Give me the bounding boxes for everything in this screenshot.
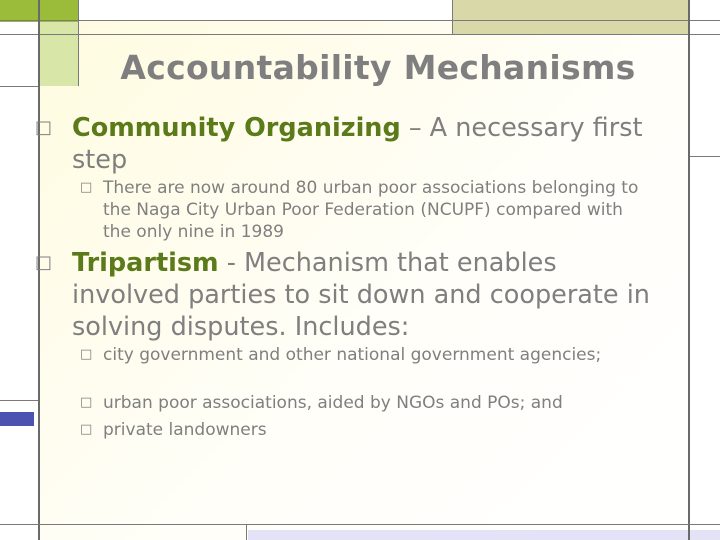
- bullet-highlight: Community Organizing: [72, 113, 401, 143]
- frame-line-right-vertical: [688, 0, 690, 540]
- bullet-marker: □: [35, 117, 53, 138]
- subbullet-text: city government and other national government agencies;: [103, 345, 602, 365]
- bullet-text: – A necessary first step: [72, 113, 643, 175]
- bullet-text: - Mechanism that enables involved parties to sit down and cooperate in solving disputes. Includes:: [72, 248, 650, 342]
- frame-line-tan-edge: [452, 0, 453, 34]
- subbullet-landowners: [80, 419, 640, 441]
- bullet-community-organizing: [35, 112, 655, 176]
- lavender-bottom-block: [248, 530, 720, 540]
- frame-line-bottom: [0, 524, 720, 525]
- frame-line-top: [0, 20, 720, 21]
- frame-line-left-mid: [0, 400, 38, 401]
- subbullet-city-government: [80, 344, 640, 366]
- subbullet-marker: □: [80, 422, 93, 437]
- subbullet-text: There are now around 80 urban poor associations belonging to the Naga City Urban Poor Federation (NCUPF) compared with the only nine in 1989: [103, 178, 639, 242]
- tan-top-block: [452, 0, 688, 34]
- subbullet-marker: □: [80, 347, 93, 362]
- subbullet-associations: [80, 177, 640, 243]
- frame-line-upper: [0, 34, 720, 35]
- green-vertical-block: [40, 22, 78, 86]
- subbullet-marker: □: [80, 180, 93, 195]
- blue-side-block: [0, 412, 34, 426]
- frame-line-left-short: [0, 86, 38, 87]
- bullet-marker: □: [35, 252, 53, 273]
- frame-line-bottom-vertical: [246, 524, 247, 540]
- subbullet-marker: □: [80, 395, 93, 410]
- subbullet-text: private landowners: [103, 420, 267, 440]
- subbullet-text: urban poor associations, aided by NGOs and POs; and: [103, 393, 563, 413]
- bullet-tripartism: [35, 247, 655, 343]
- slide-title: Accountability Mechanisms: [120, 48, 636, 87]
- frame-line-right-short: [690, 156, 720, 157]
- bullet-highlight: Tripartism: [72, 248, 219, 278]
- subbullet-urban-poor: [80, 392, 640, 414]
